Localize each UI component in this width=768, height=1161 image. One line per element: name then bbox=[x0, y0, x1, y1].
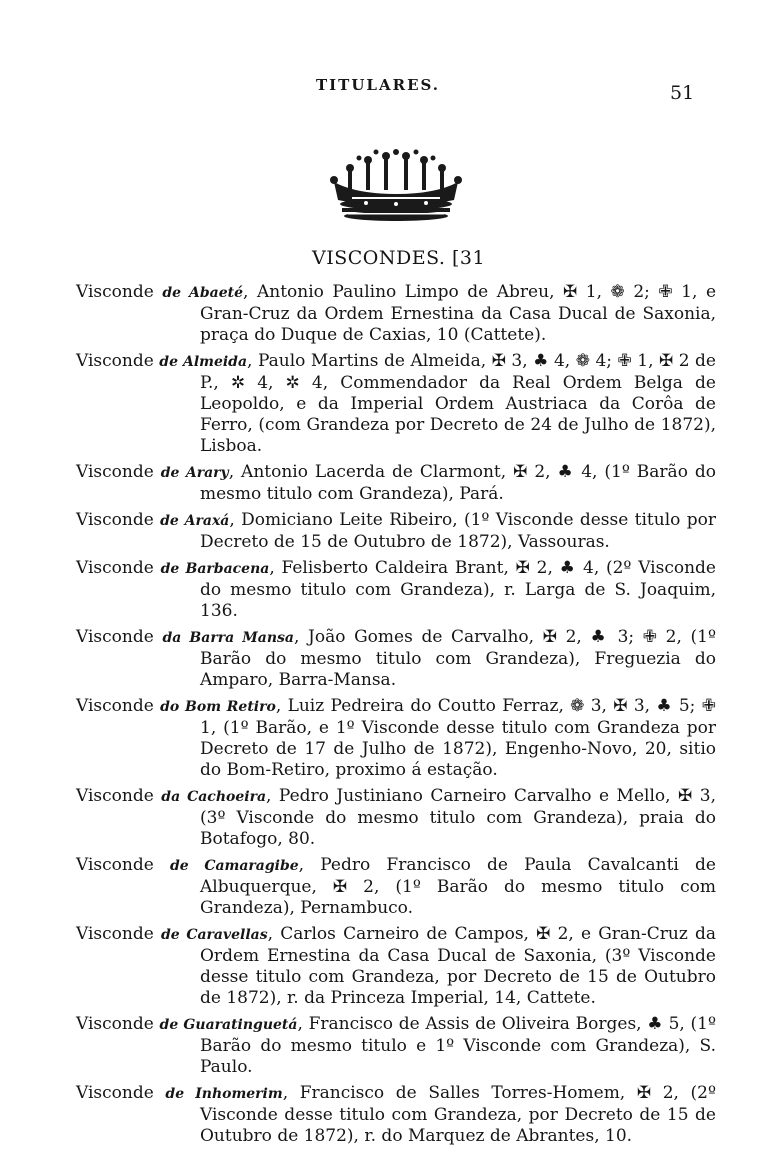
entry-text: , João Gomes de Carvalho, ✠ 2, ♣ 3; ✙ 2, (1º Barão do mesmo titulo com Grandeza), Freguezia do Amparo, Barra-Mansa. bbox=[200, 627, 716, 690]
entry-title: Visconde bbox=[76, 558, 161, 578]
entry-text: , Pedro Justiniano Carneiro Carvalho e Mello, ✠ 3, (3º Visconde do mesmo titulo com Grandeza), praia do Botafogo, 80. bbox=[200, 786, 716, 849]
entry-name: de Abaeté bbox=[162, 285, 244, 301]
coronet-ornament-icon bbox=[326, 146, 466, 222]
section-title: VISCONDES. [31 bbox=[312, 247, 486, 269]
list-item bbox=[76, 510, 716, 553]
entry-name: de Araxá bbox=[160, 513, 230, 529]
entry-list bbox=[76, 282, 716, 1152]
entry-name: de Guaratinguetá bbox=[159, 1017, 298, 1033]
list-item bbox=[76, 696, 716, 781]
page-number: 51 bbox=[670, 82, 695, 104]
list-item bbox=[76, 1083, 716, 1147]
entry-text: , Francisco de Assis de Oliveira Borges, ♣ 5, (1º Barão do mesmo titulo e 1º Visconde com Grandeza), S. Paulo. bbox=[200, 1014, 716, 1077]
list-item bbox=[76, 1014, 716, 1078]
entry-title: Visconde bbox=[76, 510, 161, 530]
entry-text: , Antonio Lacerda de Clarmont, ✠ 2, ♣ 4, (1º Barão do mesmo titulo com Grandeza), Pará. bbox=[200, 462, 716, 504]
entry-title: Visconde bbox=[76, 924, 161, 944]
entry-text: , Francisco de Salles Torres-Homem, ✠ 2, (2º Visconde desse titulo com Grandeza, por Decreto de 15 de Outubro de 1872), r. do Marquez de Abrantes, 10. bbox=[200, 1083, 716, 1146]
list-item bbox=[76, 558, 716, 622]
list-item bbox=[76, 627, 716, 691]
entry-title: Visconde bbox=[76, 1014, 160, 1034]
entry-name: da Cachoeira bbox=[161, 789, 267, 805]
entry-name: de Barbacena bbox=[160, 561, 270, 577]
entry-text: , Carlos Carneiro de Campos, ✠ 2, e Gran-Cruz da Ordem Ernestina da Casa Ducal de Saxonia, (3º Visconde desse titulo com Grandeza, por Decreto de 15 de Outubro de 1872), r. da Princeza Imperial, 14, Cattete. bbox=[200, 924, 716, 1008]
entry-text: , Luiz Pedreira do Coutto Ferraz, ❁ 3, ✠ 3, ♣ 5; ✙ 1, (1º Barão, e 1º Visconde desse titulo com Grandeza por Decreto de 17 de Julho de 1872), Engenho-Novo, 20, sitio do Bom-Retiro, proximo á estação. bbox=[200, 696, 716, 780]
entry-text: , Pedro Francisco de Paula Cavalcanti de Albuquerque, ✠ 2, (1º Barão do mesmo titulo com Grandeza), Pernambuco. bbox=[200, 855, 716, 918]
entry-name: de Almeida bbox=[159, 354, 248, 370]
entry-name: da Barra Mansa bbox=[162, 630, 294, 646]
entry-title: Visconde bbox=[76, 696, 161, 716]
entry-title: Visconde bbox=[76, 1083, 166, 1103]
list-item bbox=[76, 786, 716, 850]
entry-text: , Felisberto Caldeira Brant, ✠ 2, ♣ 4, (2º Visconde do mesmo titulo com Grandeza), r. Larga de S. Joaquim, 136. bbox=[200, 558, 716, 621]
entry-name: de Caravellas bbox=[160, 927, 268, 943]
list-item bbox=[76, 282, 716, 346]
entry-title: Visconde bbox=[76, 855, 170, 875]
entry-name: de Arary bbox=[160, 465, 229, 481]
list-item bbox=[76, 351, 716, 457]
entry-title: Visconde bbox=[76, 786, 162, 806]
list-item bbox=[76, 855, 716, 919]
entry-name: de Camaragibe bbox=[169, 858, 299, 874]
entry-name: do Bom Retiro bbox=[160, 699, 276, 715]
entry-title: Visconde bbox=[76, 351, 160, 371]
entry-text: , Paulo Martins de Almeida, ✠ 3, ♣ 4, ❁ 4; ✙ 1, ✠ 2 de P., ✲ 4, ✲ 4, Commendador da Real Ordem Belga de Leopoldo, e da Imperial Ordem Austriaca da Corôa de Ferro, (com Grandeza por Decreto de 24 de Julho de 1872), Lisboa. bbox=[200, 351, 716, 456]
entry-title: Visconde bbox=[76, 462, 161, 482]
running-title: TITULARES. bbox=[316, 76, 441, 94]
list-item bbox=[76, 462, 716, 505]
entry-text: , Antonio Paulino Limpo de Abreu, ✠ 1, ❁ 2; ✙ 1, e Gran-Cruz da Ordem Ernestina da Casa Ducal de Saxonia, praça do Duque de Caxias, 10 (Cattete). bbox=[200, 282, 716, 345]
entry-text: , Domiciano Leite Ribeiro, (1º Visconde desse titulo por Decreto de 15 de Outubro de 1872), Vassouras. bbox=[200, 510, 716, 552]
entry-name: de Inhomerim bbox=[165, 1086, 283, 1102]
entry-title: Visconde bbox=[76, 627, 163, 647]
entry-title: Visconde bbox=[76, 282, 163, 302]
list-item bbox=[76, 924, 716, 1009]
